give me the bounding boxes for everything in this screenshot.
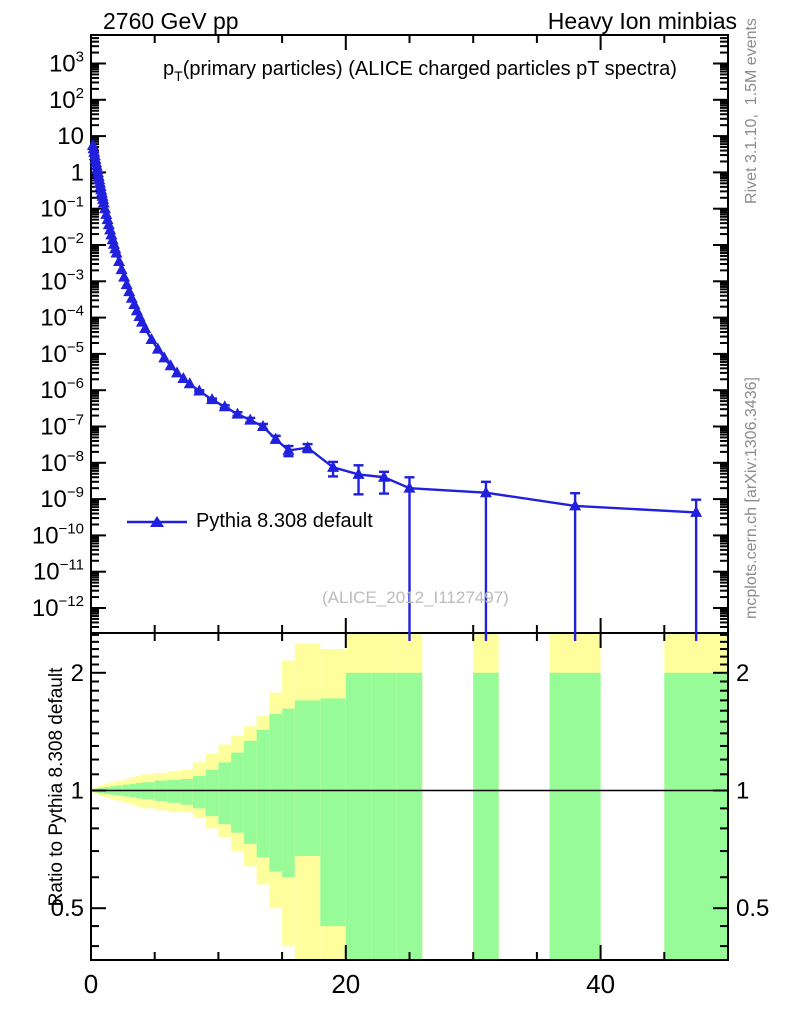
- x-axis-tick-label: 0: [83, 969, 99, 999]
- x-axis-tick-label: 40: [586, 969, 616, 999]
- uncertainty-band-inner: [231, 753, 244, 833]
- plot-title: [163, 58, 677, 84]
- ratio-y-tick-label-right: 0.5: [736, 895, 770, 923]
- y-axis-tick-label: $10^{-7}$: [40, 411, 84, 441]
- ratio-y-tick-label: 0.5: [50, 895, 84, 923]
- uncertainty-band-inner: [664, 673, 728, 960]
- uncertainty-band-inner: [180, 779, 193, 805]
- spectrum-curve: [93, 146, 696, 513]
- process-label: Heavy Ion minbias: [547, 8, 737, 34]
- uncertainty-band-inner: [295, 700, 320, 856]
- y-axis-tick-label: $10^{-10}$: [31, 520, 84, 550]
- rivet-version-note: Rivet 3.1.10, 1.5M events: [743, 18, 760, 204]
- uncertainty-band-inner: [320, 698, 345, 926]
- uncertainty-band-inner: [397, 673, 422, 960]
- ratio-y-tick-label-right: 2: [736, 659, 750, 687]
- legend-label: Pythia 8.308 default: [196, 510, 373, 532]
- uncertainty-band-inner: [346, 673, 371, 960]
- mcplots-reference-note: mcplots.cern.ch [arXiv:1306.3436]: [743, 377, 760, 619]
- x-axis-tick-label: 20: [331, 969, 361, 999]
- y-axis-tick-label: $10^{-8}$: [40, 447, 84, 477]
- uncertainty-band-inner: [218, 762, 231, 824]
- uncertainty-band-inner: [193, 776, 206, 809]
- uncertainty-band-inner: [550, 673, 601, 960]
- analysis-id-watermark: (ALICE_2012_I1127497): [322, 588, 509, 607]
- ratio-y-tick-label-right: 1: [736, 777, 750, 805]
- y-axis-tick-label: $10^{-3}$: [40, 266, 84, 296]
- ratio-y-tick-label: 2: [70, 659, 84, 687]
- y-axis-tick-label: $10^{-9}$: [40, 484, 84, 514]
- beam-energy-label: 2760 GeV pp: [103, 8, 239, 34]
- y-axis-tick-label: $10^2$: [48, 84, 84, 114]
- y-axis-tick-label: $10^{-12}$: [31, 593, 84, 622]
- y-axis-tick-label: 10: [57, 123, 84, 151]
- y-axis-tick-label: 1: [70, 159, 84, 187]
- y-axis-tick-label: $10^{-4}$: [40, 302, 84, 332]
- y-axis-tick-label: $10^{-11}$: [32, 556, 84, 586]
- uncertainty-band-inner: [371, 673, 396, 960]
- y-axis-tick-label: $10^{-1}$: [40, 193, 84, 223]
- ratio-y-tick-label: 1: [70, 777, 84, 805]
- legend-marker-icon: [126, 514, 188, 530]
- plot-title-prefix: p: [163, 58, 175, 80]
- uncertainty-band-inner: [282, 709, 295, 878]
- y-axis-tick-label: $10^{-5}$: [40, 338, 84, 368]
- uncertainty-band-inner: [167, 780, 180, 803]
- uncertainty-band-inner: [269, 714, 282, 872]
- plot-title-rest: (primary particles) (ALICE charged particles pT spectra): [182, 58, 677, 80]
- plot-title-subscript: T: [174, 68, 183, 84]
- ratio-axis-title: Ratio to Pythia 8.308 default: [46, 667, 67, 907]
- y-axis-tick-label: $10^3$: [48, 48, 84, 78]
- data-point-marker: [302, 441, 314, 452]
- uncertainty-band-inner: [206, 770, 219, 816]
- uncertainty-band-inner: [244, 741, 257, 844]
- uncertainty-band-inner: [257, 730, 270, 857]
- y-axis-tick-label: $10^{-6}$: [40, 375, 84, 405]
- uncertainty-band-inner: [473, 673, 498, 960]
- legend: [126, 510, 373, 533]
- y-axis-tick-label: $10^{-2}$: [40, 230, 84, 259]
